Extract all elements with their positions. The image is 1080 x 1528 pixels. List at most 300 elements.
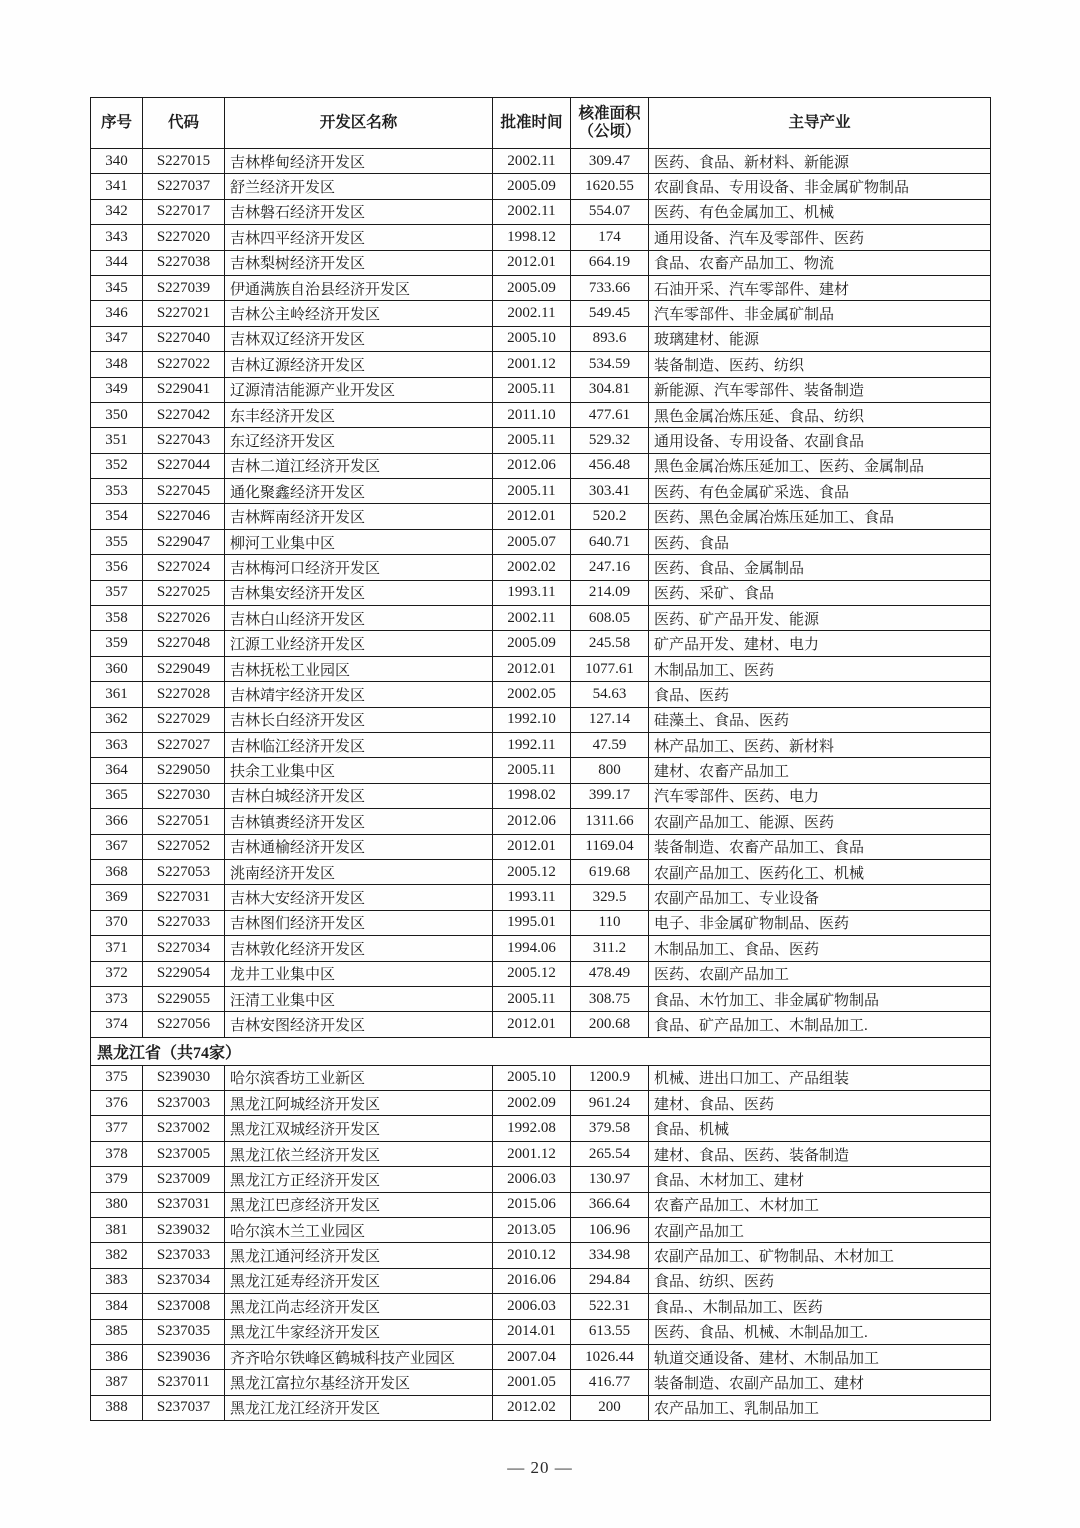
- cell-code: S229047: [143, 529, 225, 554]
- cell-code: S227026: [143, 606, 225, 631]
- cell-date: 2012.06: [493, 453, 571, 478]
- cell-name: 舒兰经济开发区: [225, 174, 493, 199]
- cell-industries: 食品、木材加工、建材: [649, 1167, 991, 1192]
- table-row: [91, 834, 991, 859]
- cell-name: 吉林长白经济开发区: [225, 707, 493, 732]
- cell-date: 1993.11: [493, 580, 571, 605]
- cell-area: 1077.61: [571, 656, 649, 681]
- cell-industries: 医药、黑色金属冶炼压延加工、食品: [649, 504, 991, 529]
- cell-no: 371: [91, 936, 143, 961]
- cell-no: 348: [91, 352, 143, 377]
- cell-date: 2012.02: [493, 1395, 571, 1420]
- table-row: [91, 1294, 991, 1319]
- cell-no: 379: [91, 1167, 143, 1192]
- cell-date: 2010.12: [493, 1243, 571, 1268]
- header-date: 批准时间: [493, 98, 571, 149]
- cell-name: 洮南经济开发区: [225, 859, 493, 884]
- cell-name: 吉林二道江经济开发区: [225, 453, 493, 478]
- table-row: [91, 1167, 991, 1192]
- cell-industries: 汽车零部件、医药、电力: [649, 783, 991, 808]
- cell-name: 吉林安图经济开发区: [225, 1012, 493, 1037]
- cell-industries: 食品.、木制品加工、医药: [649, 1294, 991, 1319]
- cell-name: 黑龙江巴彦经济开发区: [225, 1192, 493, 1217]
- table-row: [91, 326, 991, 351]
- cell-name: 江源工业经济开发区: [225, 631, 493, 656]
- cell-area: 733.66: [571, 275, 649, 300]
- cell-no: 340: [91, 149, 143, 174]
- cell-date: 2005.12: [493, 859, 571, 884]
- cell-no: 382: [91, 1243, 143, 1268]
- cell-date: 2002.11: [493, 606, 571, 631]
- cell-date: 1998.02: [493, 783, 571, 808]
- cell-no: 375: [91, 1065, 143, 1090]
- table-row: [91, 504, 991, 529]
- cell-date: 2013.05: [493, 1218, 571, 1243]
- header-industries: 主导产业: [649, 98, 991, 149]
- cell-name: 通化聚鑫经济开发区: [225, 479, 493, 504]
- cell-no: 361: [91, 682, 143, 707]
- cell-code: S227034: [143, 936, 225, 961]
- cell-date: 2005.10: [493, 326, 571, 351]
- cell-name: 东丰经济开发区: [225, 402, 493, 427]
- table-row: [91, 555, 991, 580]
- cell-code: S237009: [143, 1167, 225, 1192]
- cell-code: S227044: [143, 453, 225, 478]
- cell-industries: 食品、矿产品加工、木制品加工.: [649, 1012, 991, 1037]
- cell-date: 2002.11: [493, 149, 571, 174]
- cell-name: 黑龙江牛家经济开发区: [225, 1319, 493, 1344]
- table-row: [91, 301, 991, 326]
- cell-date: 2012.01: [493, 834, 571, 859]
- cell-no: 345: [91, 275, 143, 300]
- cell-area: 174: [571, 225, 649, 250]
- table-body: [91, 149, 991, 1421]
- cell-name: 汪清工业集中区: [225, 986, 493, 1011]
- cell-area: 477.61: [571, 402, 649, 427]
- cell-date: 2006.03: [493, 1294, 571, 1319]
- cell-no: 351: [91, 428, 143, 453]
- cell-code: S227037: [143, 174, 225, 199]
- cell-no: 353: [91, 479, 143, 504]
- cell-industries: 医药、食品、机械、木制品加工.: [649, 1319, 991, 1344]
- cell-area: 311.2: [571, 936, 649, 961]
- table-row: [91, 149, 991, 174]
- cell-code: S227015: [143, 149, 225, 174]
- cell-date: 2012.01: [493, 1012, 571, 1037]
- cell-date: 2005.09: [493, 631, 571, 656]
- cell-no: 364: [91, 758, 143, 783]
- cell-industries: 汽车零部件、非金属矿制品: [649, 301, 991, 326]
- cell-code: S227022: [143, 352, 225, 377]
- cell-area: 549.45: [571, 301, 649, 326]
- cell-name: 黑龙江富拉尔基经济开发区: [225, 1370, 493, 1395]
- cell-area: 1311.66: [571, 809, 649, 834]
- cell-industries: 农副产品加工、医药化工、机械: [649, 859, 991, 884]
- cell-no: 370: [91, 910, 143, 935]
- table-row: [91, 1012, 991, 1037]
- cell-code: S229055: [143, 986, 225, 1011]
- table-row: [91, 352, 991, 377]
- cell-area: 1169.04: [571, 834, 649, 859]
- cell-code: S237002: [143, 1116, 225, 1141]
- cell-name: 哈尔滨香坊工业新区: [225, 1065, 493, 1090]
- table-row: [91, 910, 991, 935]
- cell-industries: 食品、农畜产品加工、物流: [649, 250, 991, 275]
- cell-code: S237008: [143, 1294, 225, 1319]
- cell-date: 2005.09: [493, 275, 571, 300]
- cell-industries: 医药、食品: [649, 529, 991, 554]
- cell-name: 吉林白城经济开发区: [225, 783, 493, 808]
- cell-code: S227043: [143, 428, 225, 453]
- table-row: [91, 682, 991, 707]
- cell-name: 吉林镇赉经济开发区: [225, 809, 493, 834]
- cell-area: 200: [571, 1395, 649, 1420]
- cell-industries: 新能源、汽车零部件、装备制造: [649, 377, 991, 402]
- cell-name: 黑龙江双城经济开发区: [225, 1116, 493, 1141]
- cell-name: 吉林四平经济开发区: [225, 225, 493, 250]
- cell-no: 387: [91, 1370, 143, 1395]
- cell-name: 黑龙江龙江经济开发区: [225, 1395, 493, 1420]
- cell-name: 吉林梅河口经济开发区: [225, 555, 493, 580]
- cell-area: 54.63: [571, 682, 649, 707]
- cell-date: 2005.11: [493, 428, 571, 453]
- cell-date: 1995.01: [493, 910, 571, 935]
- header-area-line1: 核准面积: [578, 105, 641, 123]
- table-row: [91, 1370, 991, 1395]
- cell-no: 388: [91, 1395, 143, 1420]
- cell-industries: 食品、机械: [649, 1116, 991, 1141]
- cell-date: 1992.10: [493, 707, 571, 732]
- table-row: [91, 859, 991, 884]
- cell-name: 吉林梨树经济开发区: [225, 250, 493, 275]
- cell-code: S229050: [143, 758, 225, 783]
- cell-code: S237037: [143, 1395, 225, 1420]
- cell-area: 265.54: [571, 1141, 649, 1166]
- cell-no: 360: [91, 656, 143, 681]
- table-row: [91, 1116, 991, 1141]
- cell-no: 383: [91, 1268, 143, 1293]
- cell-date: 2006.03: [493, 1167, 571, 1192]
- cell-area: 294.84: [571, 1268, 649, 1293]
- cell-industries: 农副产品加工、专业设备: [649, 885, 991, 910]
- cell-name: 黑龙江延寿经济开发区: [225, 1268, 493, 1293]
- cell-industries: 玻璃建材、能源: [649, 326, 991, 351]
- cell-industries: 医药、食品、新材料、新能源: [649, 149, 991, 174]
- cell-name: 东辽经济开发区: [225, 428, 493, 453]
- cell-date: 2005.11: [493, 479, 571, 504]
- cell-industries: 建材、农畜产品加工: [649, 758, 991, 783]
- cell-industries: 建材、食品、医药: [649, 1091, 991, 1116]
- cell-code: S237035: [143, 1319, 225, 1344]
- section-label: 黑龙江省（共74家）: [91, 1037, 991, 1065]
- cell-code: S239032: [143, 1218, 225, 1243]
- cell-date: 2015.06: [493, 1192, 571, 1217]
- table-row: [91, 1192, 991, 1217]
- cell-date: 2005.11: [493, 986, 571, 1011]
- page-number: — 20 —: [507, 1458, 573, 1477]
- cell-area: 619.68: [571, 859, 649, 884]
- header-area-line2: （公顷）: [578, 123, 641, 140]
- cell-industries: 医药、食品、金属制品: [649, 555, 991, 580]
- cell-code: S237003: [143, 1091, 225, 1116]
- table-row: [91, 631, 991, 656]
- cell-name: 柳河工业集中区: [225, 529, 493, 554]
- cell-date: 2005.07: [493, 529, 571, 554]
- cell-industries: 农副食品、专用设备、非金属矿物制品: [649, 174, 991, 199]
- cell-area: 613.55: [571, 1319, 649, 1344]
- cell-area: 534.59: [571, 352, 649, 377]
- cell-code: S237005: [143, 1141, 225, 1166]
- cell-no: 366: [91, 809, 143, 834]
- cell-area: 800: [571, 758, 649, 783]
- table-row: [91, 1218, 991, 1243]
- cell-name: 黑龙江通河经济开发区: [225, 1243, 493, 1268]
- cell-no: 354: [91, 504, 143, 529]
- cell-area: 309.47: [571, 149, 649, 174]
- cell-area: 379.58: [571, 1116, 649, 1141]
- cell-area: 200.68: [571, 1012, 649, 1037]
- cell-date: 2002.02: [493, 555, 571, 580]
- header-row: [91, 98, 991, 149]
- cell-name: 哈尔滨木兰工业园区: [225, 1218, 493, 1243]
- table-row: [91, 199, 991, 224]
- cell-area: 47.59: [571, 732, 649, 757]
- cell-code: S227029: [143, 707, 225, 732]
- cell-industries: 硅藻土、食品、医药: [649, 707, 991, 732]
- cell-industries: 机械、进出口加工、产品组装: [649, 1065, 991, 1090]
- cell-code: S227052: [143, 834, 225, 859]
- cell-date: 2012.01: [493, 504, 571, 529]
- province-section-row: [91, 1037, 991, 1065]
- table-row: [91, 732, 991, 757]
- cell-area: 664.19: [571, 250, 649, 275]
- cell-industries: 石油开采、汽车零部件、建材: [649, 275, 991, 300]
- cell-area: 247.16: [571, 555, 649, 580]
- cell-industries: 医药、有色金属加工、机械: [649, 199, 991, 224]
- cell-name: 黑龙江方正经济开发区: [225, 1167, 493, 1192]
- cell-name: 吉林公主岭经济开发区: [225, 301, 493, 326]
- cell-area: 110: [571, 910, 649, 935]
- table-row: [91, 402, 991, 427]
- cell-date: 2014.01: [493, 1319, 571, 1344]
- cell-name: 扶余工业集中区: [225, 758, 493, 783]
- cell-date: 2012.01: [493, 250, 571, 275]
- cell-no: 363: [91, 732, 143, 757]
- table-header: [91, 98, 991, 149]
- cell-no: 380: [91, 1192, 143, 1217]
- cell-no: 368: [91, 859, 143, 884]
- table-row: [91, 174, 991, 199]
- cell-industries: 农产品加工、乳制品加工: [649, 1395, 991, 1420]
- cell-date: 2005.09: [493, 174, 571, 199]
- cell-area: 554.07: [571, 199, 649, 224]
- cell-code: S227048: [143, 631, 225, 656]
- cell-date: 2002.05: [493, 682, 571, 707]
- cell-code: S227027: [143, 732, 225, 757]
- cell-industries: 食品、纺织、医药: [649, 1268, 991, 1293]
- cell-code: S227025: [143, 580, 225, 605]
- table-row: [91, 1243, 991, 1268]
- cell-name: 吉林抚松工业园区: [225, 656, 493, 681]
- cell-name: 黑龙江依兰经济开发区: [225, 1141, 493, 1166]
- table-row: [91, 961, 991, 986]
- cell-code: S227024: [143, 555, 225, 580]
- cell-area: 416.77: [571, 1370, 649, 1395]
- cell-no: 356: [91, 555, 143, 580]
- cell-industries: 装备制造、农副产品加工、建材: [649, 1370, 991, 1395]
- table-row: [91, 580, 991, 605]
- cell-code: S227051: [143, 809, 225, 834]
- cell-area: 640.71: [571, 529, 649, 554]
- table-row: [91, 453, 991, 478]
- cell-no: 377: [91, 1116, 143, 1141]
- cell-date: 1992.08: [493, 1116, 571, 1141]
- table-row: [91, 1268, 991, 1293]
- cell-code: S227031: [143, 885, 225, 910]
- cell-name: 吉林双辽经济开发区: [225, 326, 493, 351]
- cell-industries: 电子、非金属矿物制品、医药: [649, 910, 991, 935]
- cell-industries: 通用设备、专用设备、农副食品: [649, 428, 991, 453]
- table-row: [91, 936, 991, 961]
- cell-industries: 装备制造、医药、纺织: [649, 352, 991, 377]
- cell-name: 辽源清洁能源产业开发区: [225, 377, 493, 402]
- cell-no: 341: [91, 174, 143, 199]
- cell-industries: 农畜产品加工、木材加工: [649, 1192, 991, 1217]
- cell-no: 386: [91, 1344, 143, 1369]
- cell-name: 吉林桦甸经济开发区: [225, 149, 493, 174]
- table-row: [91, 250, 991, 275]
- cell-code: S227039: [143, 275, 225, 300]
- cell-area: 893.6: [571, 326, 649, 351]
- cell-industries: 通用设备、汽车及零部件、医药: [649, 225, 991, 250]
- table-row: [91, 479, 991, 504]
- cell-name: 吉林大安经济开发区: [225, 885, 493, 910]
- cell-code: S227030: [143, 783, 225, 808]
- cell-name: 黑龙江阿城经济开发区: [225, 1091, 493, 1116]
- cell-industries: 医药、采矿、食品: [649, 580, 991, 605]
- cell-industries: 轨道交通设备、建材、木制品加工: [649, 1344, 991, 1369]
- cell-date: 2001.12: [493, 352, 571, 377]
- cell-no: 346: [91, 301, 143, 326]
- cell-name: 吉林敦化经济开发区: [225, 936, 493, 961]
- cell-industries: 食品、木竹加工、非金属矿物制品: [649, 986, 991, 1011]
- development-zones-table: [90, 97, 991, 1421]
- table-row: [91, 707, 991, 732]
- cell-code: S227020: [143, 225, 225, 250]
- cell-area: 1026.44: [571, 1344, 649, 1369]
- table-row: [91, 1344, 991, 1369]
- cell-industries: 黑色金属冶炼压延、食品、纺织: [649, 402, 991, 427]
- cell-no: 343: [91, 225, 143, 250]
- table-row: [91, 1319, 991, 1344]
- cell-no: 357: [91, 580, 143, 605]
- cell-industries: 农副产品加工、矿物制品、木材加工: [649, 1243, 991, 1268]
- cell-name: 吉林集安经济开发区: [225, 580, 493, 605]
- cell-no: 362: [91, 707, 143, 732]
- cell-no: 378: [91, 1141, 143, 1166]
- cell-name: 齐齐哈尔铁峰区鹤城科技产业园区: [225, 1344, 493, 1369]
- table-row: [91, 1141, 991, 1166]
- cell-no: 367: [91, 834, 143, 859]
- cell-name: 黑龙江尚志经济开发区: [225, 1294, 493, 1319]
- cell-name: 吉林白山经济开发区: [225, 606, 493, 631]
- table-row: [91, 885, 991, 910]
- cell-no: 347: [91, 326, 143, 351]
- table-row: [91, 377, 991, 402]
- cell-no: 352: [91, 453, 143, 478]
- cell-area: 308.75: [571, 986, 649, 1011]
- cell-code: S227046: [143, 504, 225, 529]
- cell-no: 358: [91, 606, 143, 631]
- cell-name: 吉林靖宇经济开发区: [225, 682, 493, 707]
- cell-industries: 医药、农副产品加工: [649, 961, 991, 986]
- cell-date: 1992.11: [493, 732, 571, 757]
- cell-date: 2007.04: [493, 1344, 571, 1369]
- table-row: [91, 529, 991, 554]
- cell-code: S227042: [143, 402, 225, 427]
- cell-date: 2005.12: [493, 961, 571, 986]
- cell-code: S227040: [143, 326, 225, 351]
- cell-code: S227033: [143, 910, 225, 935]
- table-row: [91, 758, 991, 783]
- table-row: [91, 1091, 991, 1116]
- table-row: [91, 225, 991, 250]
- table-row: [91, 809, 991, 834]
- cell-area: 127.14: [571, 707, 649, 732]
- cell-name: 伊通满族自治县经济开发区: [225, 275, 493, 300]
- cell-date: 2002.11: [493, 301, 571, 326]
- cell-industries: 木制品加工、食品、医药: [649, 936, 991, 961]
- cell-code: S227028: [143, 682, 225, 707]
- cell-area: 1620.55: [571, 174, 649, 199]
- cell-no: 359: [91, 631, 143, 656]
- cell-area: 399.17: [571, 783, 649, 808]
- cell-code: S237033: [143, 1243, 225, 1268]
- table-row: [91, 1065, 991, 1090]
- cell-area: 478.49: [571, 961, 649, 986]
- cell-date: 1998.12: [493, 225, 571, 250]
- table-row: [91, 428, 991, 453]
- cell-area: 520.2: [571, 504, 649, 529]
- cell-name: 吉林临江经济开发区: [225, 732, 493, 757]
- cell-name: 吉林图们经济开发区: [225, 910, 493, 935]
- cell-no: 355: [91, 529, 143, 554]
- cell-date: 2016.06: [493, 1268, 571, 1293]
- header-area: [571, 98, 649, 149]
- table-row: [91, 656, 991, 681]
- cell-name: 龙井工业集中区: [225, 961, 493, 986]
- cell-area: 608.05: [571, 606, 649, 631]
- cell-area: 303.41: [571, 479, 649, 504]
- cell-industries: 装备制造、农畜产品加工、食品: [649, 834, 991, 859]
- cell-code: S237034: [143, 1268, 225, 1293]
- cell-area: 106.96: [571, 1218, 649, 1243]
- cell-area: 961.24: [571, 1091, 649, 1116]
- cell-industries: 黑色金属冶炼压延加工、医药、金属制品: [649, 453, 991, 478]
- cell-code: S229041: [143, 377, 225, 402]
- cell-industries: 建材、食品、医药、装备制造: [649, 1141, 991, 1166]
- cell-industries: 农副产品加工、能源、医药: [649, 809, 991, 834]
- cell-date: 2001.05: [493, 1370, 571, 1395]
- cell-area: 529.32: [571, 428, 649, 453]
- cell-code: S237031: [143, 1192, 225, 1217]
- table-row: [91, 275, 991, 300]
- cell-no: 344: [91, 250, 143, 275]
- cell-area: 245.58: [571, 631, 649, 656]
- cell-area: 456.48: [571, 453, 649, 478]
- cell-date: 1994.06: [493, 936, 571, 961]
- cell-code: S239030: [143, 1065, 225, 1090]
